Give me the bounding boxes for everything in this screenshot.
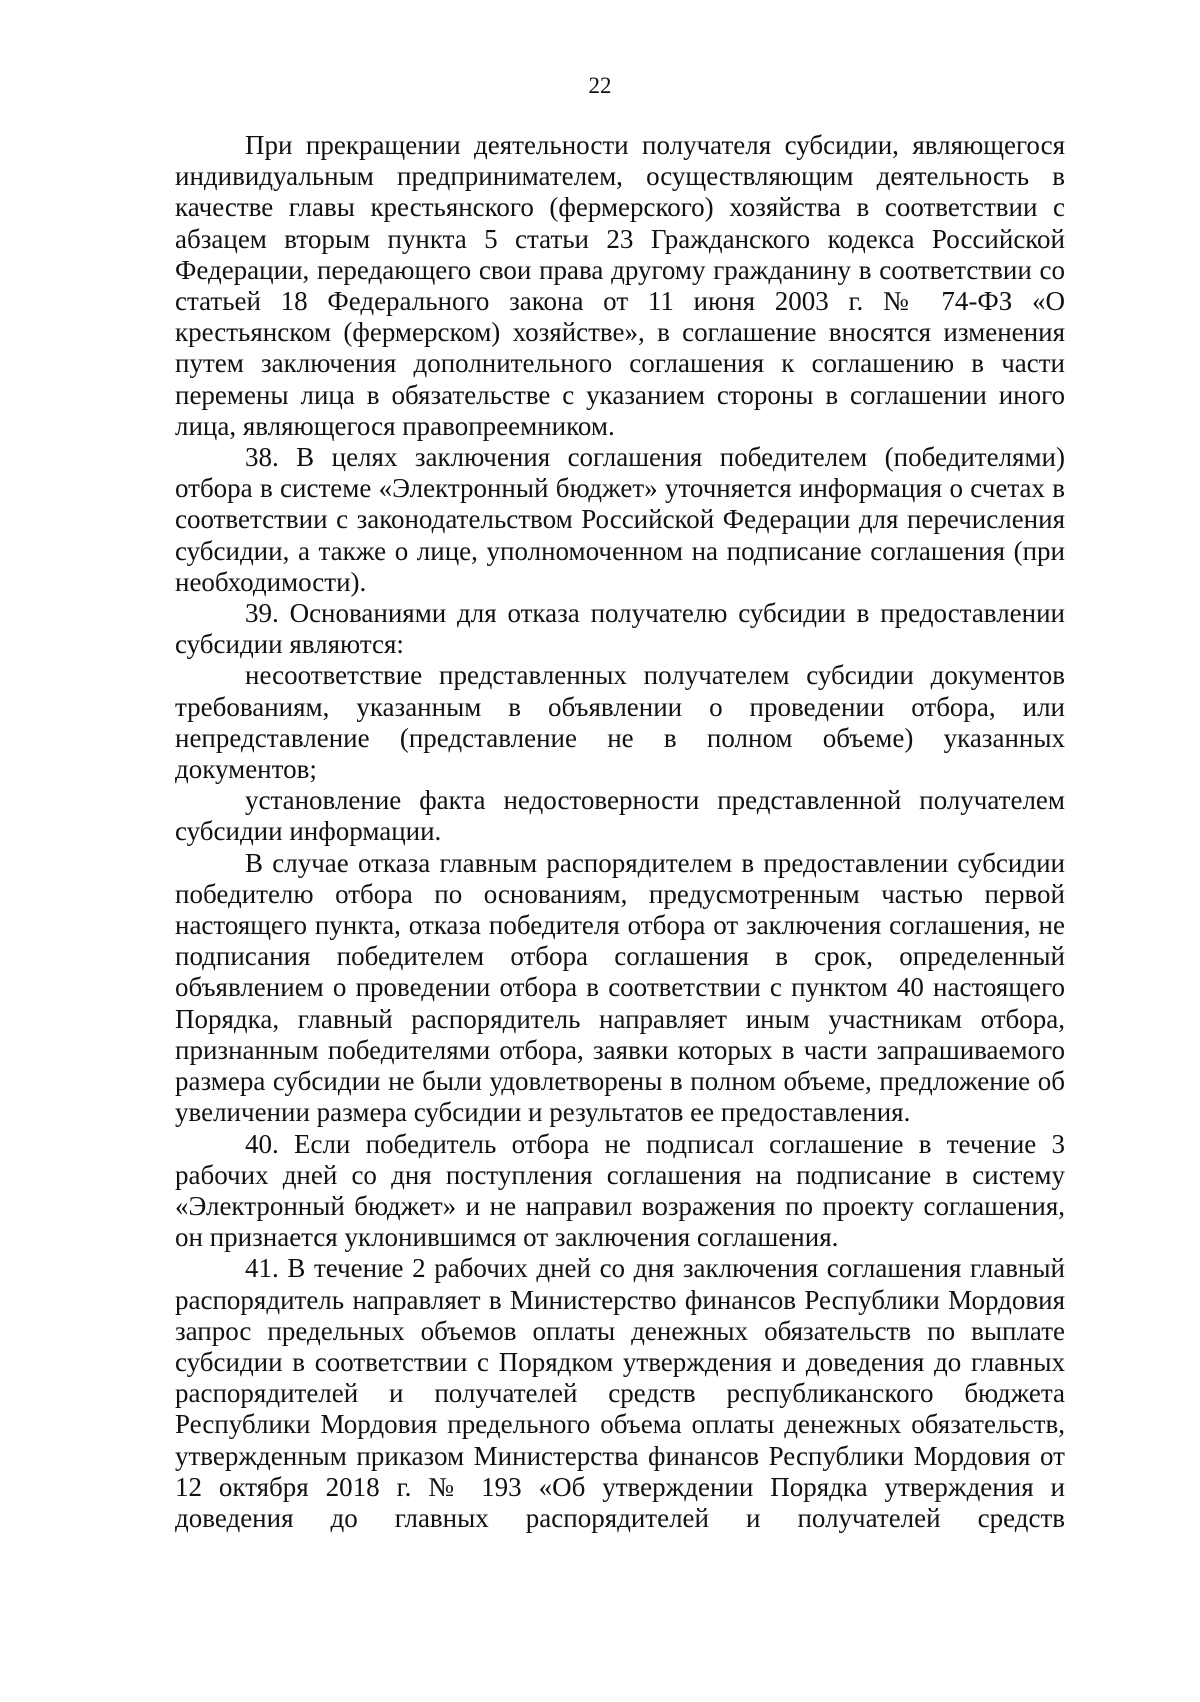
paragraph-38: 38. В целях заключения соглашения победителем (победителями) отбора в системе «Электронный бюджет» уточняется информация о счетах в соответствии с законодательством Российской Федерации для перечисления субсидии, а также о лице, уполномоченном на подписание соглашения (при необходимости). [175, 442, 1065, 597]
paragraph-39-reason-2: установление факта недостоверности представленной получателем субсидии информации. [175, 785, 1065, 847]
page-number: 22 [588, 73, 612, 98]
paragraph-40: 40. Если победитель отбора не подписал соглашение в течение 3 рабочих дней со дня поступления соглашения на подписание в систему «Электронный бюджет» и не направил возражения по проекту соглашения, он признается уклонившимся от заключения соглашения. [175, 1128, 1065, 1253]
paragraph-39-refusal: В случае отказа главным распорядителем в предоставлении субсидии победителю отбора по основаниям, предусмотренным частью первой настоящего пункта, отказа победителя отбора от заключения соглашения, не подписания победителем отбора соглашения в срок, определенный объявлением о проведении отбора в соответствии с пунктом 40 настоящего Порядка, главный распорядитель направляет иным участникам отбора, признанным победителями отбора, заявки которых в части запрашиваемого размера субсидии не были удовлетворены в полном объеме, предложение об увеличении размера субсидии и результатов ее предоставления. [175, 847, 1065, 1128]
document-body [175, 130, 1065, 1534]
paragraph-39-reason-1: несоответствие представленных получателем субсидии документов требованиям, указанным в объявлении о проведении отбора, или непредставление (представление не в полном объеме) указанных документов; [175, 660, 1065, 785]
paragraph-41: 41. В течение 2 рабочих дней со дня заключения соглашения главный распорядитель направляет в Министерство финансов Республики Мордовия запрос предельных объемов оплаты денежных обязательств по выплате субсидии в соответствии с Порядком утверждения и доведения до главных распорядителей и получателей средств республиканского бюджета Республики Мордовия предельного объема оплаты денежных обязательств, утвержденным приказом Министерства финансов Республики Мордовия от 12 октября 2018 г. № 193 «Об утверждении Порядка утверждения и доведения до главных распорядителей и получателей средств [175, 1253, 1065, 1533]
paragraph-39: 39. Основаниями для отказа получателю субсидии в предоставлении субсидии являются: [175, 598, 1065, 660]
paragraph-succession: При прекращении деятельности получателя субсидии, являющегося индивидуальным предпринимателем, осуществляющим деятельность в качестве главы крестьянского (фермерского) хозяйства в соответствии с абзацем вторым пункта 5 статьи 23 Гражданского кодекса Российской Федерации, передающего свои права другому гражданину в соответствии со статьей 18 Федерального закона от 11 июня 2003 г. № 74-ФЗ «О крестьянском (фермерском) хозяйстве», в соглашение вносятся изменения путем заключения дополнительного соглашения к соглашению в части перемены лица в обязательстве с указанием стороны в соглашении иного лица, являющегося правопреемником. [175, 130, 1065, 441]
